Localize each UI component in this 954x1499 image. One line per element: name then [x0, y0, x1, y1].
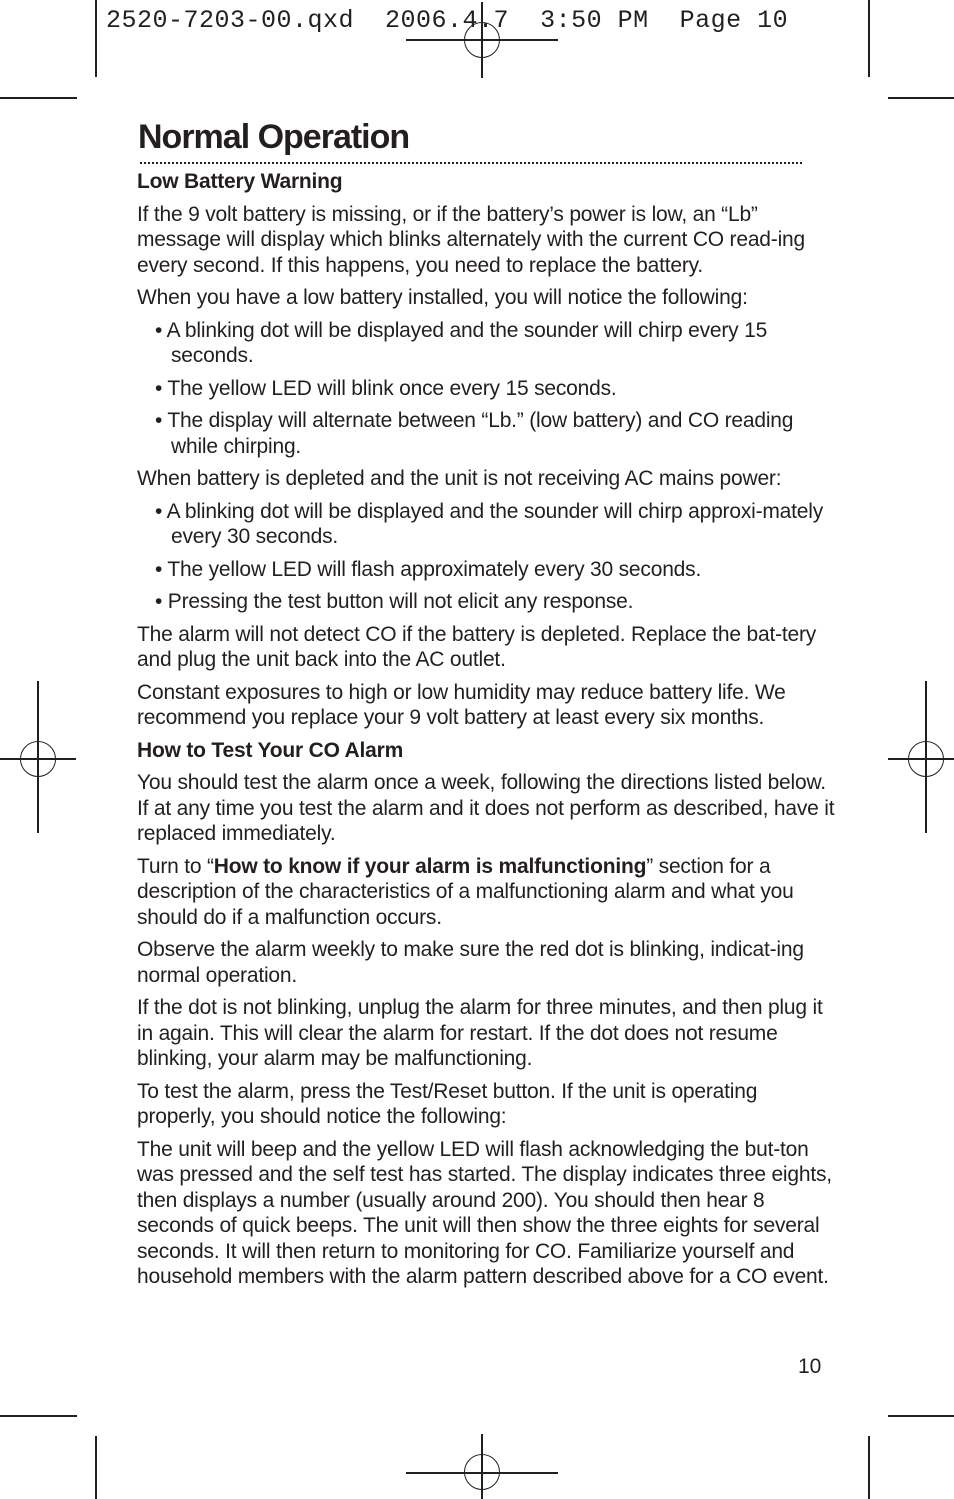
- crop-mark: [868, 0, 870, 77]
- registration-line: [925, 681, 927, 833]
- section-heading-test: How to Test Your CO Alarm: [137, 738, 404, 762]
- section-reference: How to know if your alarm is malfunctioning: [213, 854, 647, 878]
- paragraph: You should test the alarm once a week, following the directions listed below. If at any time you test the alarm and it does not perform as described, have it replaced immediately.: [137, 771, 835, 845]
- paragraph: [137, 854, 837, 931]
- paragraph: When you have a low battery installed, you will notice the following:: [137, 286, 748, 309]
- crop-mark: [0, 97, 77, 99]
- text-run: Turn to “: [137, 854, 214, 878]
- registration-line: [0, 758, 76, 760]
- registration-line: [888, 758, 954, 760]
- paragraph: When battery is depleted and the unit is not receiving AC mains power:: [137, 467, 782, 490]
- list-item: • The yellow LED will blink once every 15 seconds.: [155, 376, 617, 400]
- list-item: • A blinking dot will be displayed and the sounder will chirp every 15 seconds.: [155, 318, 768, 367]
- title-divider: [140, 162, 802, 164]
- document-body: [137, 169, 837, 1297]
- crop-mark: [888, 1415, 954, 1417]
- list-item: • A blinking dot will be displayed and the sounder will chirp approxi-mately every 30 seconds.: [155, 499, 824, 548]
- crop-mark: [868, 1436, 870, 1499]
- registration-line: [481, 1434, 483, 1499]
- registration-line: [37, 681, 39, 833]
- paragraph: To test the alarm, press the Test/Reset button. If the unit is operating properly, you should notice the following:: [137, 1079, 758, 1128]
- page-number: 10: [798, 1355, 822, 1378]
- paragraph: Constant exposures to high or low humidity may reduce battery life. We recommend you replace your 9 volt battery at least every six months.: [137, 680, 786, 729]
- list-item: • The yellow LED will flash approximately every 30 seconds.: [155, 557, 702, 581]
- section-heading-low-battery: Low Battery Warning: [137, 170, 343, 193]
- crop-mark: [888, 97, 954, 99]
- page-title: Normal Operation: [138, 118, 410, 156]
- list-item: • The display will alternate between “Lb.” (low battery) and CO reading while chirping.: [155, 409, 794, 458]
- paragraph: The unit will beep and the yellow LED will flash acknowledging the but-ton was pressed and the self test has started. The display indicates three eights, then displays a number (usually around 200). You should then hear 8 seconds of quick beeps. The unit will then show the three eights for several seconds. It will then return to monitoring for CO. Familiarize yourself and household members with the alarm pattern described above for a CO event.: [137, 1137, 832, 1288]
- crop-mark: [95, 0, 97, 77]
- paragraph: If the dot is not blinking, unplug the alarm for three minutes, and then plug it in again. This will clear the alarm for restart. If the dot does not resume blinking, your alarm may be malfunctioning.: [137, 996, 823, 1070]
- print-slug: 2520-7203-00.qxd 2006.4.7 3:50 PM Page 10: [106, 6, 789, 35]
- list-item: • Pressing the test button will not elicit any response.: [155, 590, 634, 613]
- registration-line: [406, 39, 558, 41]
- crop-mark: [95, 1436, 97, 1499]
- text-run: ” section for a description of the characteristics of a malfunctioning alarm and what you should do if a malfunction occurs.: [137, 854, 794, 929]
- paragraph: The alarm will not detect CO if the battery is depleted. Replace the bat-tery and plug the unit back into the AC outlet.: [137, 622, 817, 671]
- paragraph: If the 9 volt battery is missing, or if the battery’s power is low, an “Lb” message will display which blinks alternately with the current CO read-ing every second. If this happens, you need to replace the battery.: [137, 202, 805, 277]
- registration-line: [406, 1472, 558, 1474]
- paragraph: Observe the alarm weekly to make sure the red dot is blinking, indicat-ing normal operation.: [137, 938, 804, 987]
- crop-mark: [0, 1415, 77, 1417]
